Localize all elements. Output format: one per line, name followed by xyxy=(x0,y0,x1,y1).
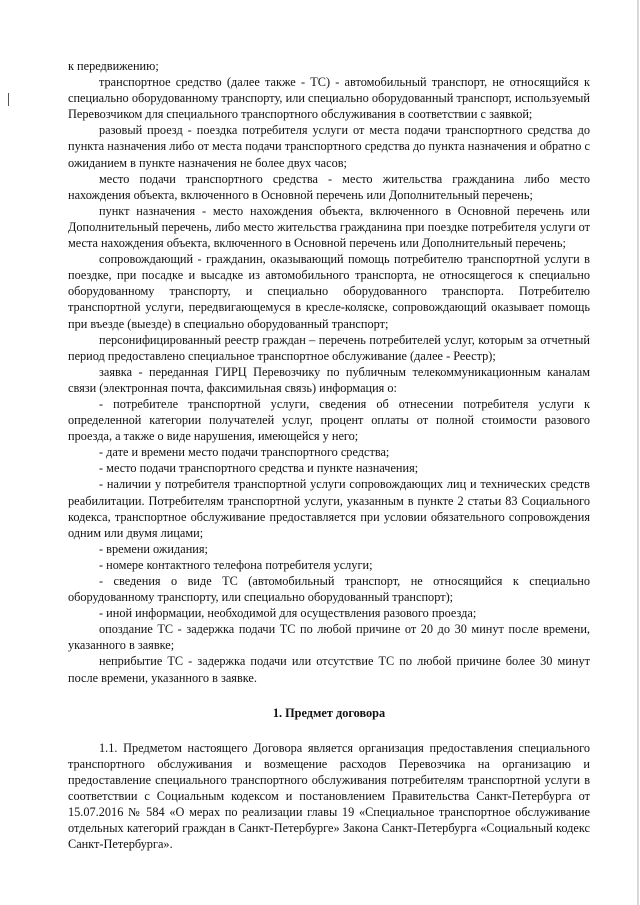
scan-margin-mark xyxy=(8,93,9,106)
request-item-companions: - наличии у потребителя транспортной услуги сопровождающих лиц и технических средств реабилитации. Потребителям транспортной услуги, указанным в пункте 2 статьи 83 Социального кодекса, транспортное обслуживание предоставляется при условии обязательного сопровождения одним или двумя лицами; xyxy=(68,477,590,540)
clause-1-1: 1.1. Предметом настоящего Договора является организация предоставления специального транспортного обслуживания и возмещение расходов Перевозчика на организацию и предоставление специального транспортного обслуживания потребителям транспортной услуги в соответствии с Социальным кодексом и постановлением Правительства Санкт-Петербурга от 15.07.2016 № 584 «О мерах по реализации главы 19 «Специальное транспортное обслуживание отдельных категорий граждан в Санкт-Петербурге» Закона Санкт-Петербурга «Социальный кодекс Санкт-Петербурга». xyxy=(68,740,590,852)
request-item-datetime: - дате и времени место подачи транспортного средства; xyxy=(99,445,390,460)
scan-edge-shadow xyxy=(637,0,639,905)
definition-single-trip: разовый проезд - поездка потребителя услуги от места подачи транспортного средства до пункта назначения либо от места подачи транспортного средства до пункта назначения и обратно с ожиданием в пункте назначения не более двух часов; xyxy=(68,123,590,170)
definition-delay: опоздание ТС - задержка подачи ТС по любой причине от 20 до 30 минут после времени, указанного в заявке; xyxy=(68,622,590,653)
request-item-waiting: - времени ожидания; xyxy=(99,541,208,556)
definition-companion: сопровождающий - гражданин, оказывающий помощь потребителю транспортной услуги в поездке, при посадке и высадке из автомобильного транспорта, не относящегося к специально оборудованному транспорту, и специально оборудованного транспорта. Потребителю транспортной услуги, передвигающемуся в кресле-коляске, сопровождающий оказывает помощь при въезде (выезде) в специально оборудованный транспорт; xyxy=(68,252,590,331)
definition-request: заявка - переданная ГИРЦ Перевозчику по публичным телекоммуникационным каналам связи (электронная почта, факсимильная связь) информация о: xyxy=(68,364,590,395)
definition-vehicle: транспортное средство (далее также - ТС) - автомобильный транспорт, не относящийся к специально оборудованному транспорту, или специально оборудованный транспорт, используемый Перевозчиком для специального транспортного обслуживания в соответствии с заявкой; xyxy=(68,75,590,122)
definition-no-show: неприбытие ТС - задержка подачи или отсутствие ТС по любой причине более 30 минут после времени, указанного в заявке. xyxy=(68,654,590,685)
request-item-vehicle-type: - сведения о виде ТС (автомобильный транспорт, не относящийся к специально оборудованному транспорту, или специально оборудованный транспорт); xyxy=(68,574,590,605)
request-item-place: - место подачи транспортного средства и пункте назначения; xyxy=(99,461,419,476)
document-page xyxy=(68,58,590,852)
definition-pickup-place: место подачи транспортного средства - место жительства гражданина либо место нахождения объекта, включенного в Основной перечень или Дополнительный перечень; xyxy=(68,171,590,202)
paragraph-continuation: к передвижению; xyxy=(68,59,159,73)
request-item-phone: - номере контактного телефона потребителя услуги; xyxy=(99,557,373,572)
section-heading: 1. Предмет договора xyxy=(272,705,386,720)
request-item-consumer: - потребителе транспортной услуги, сведения об отнесении потребителя услуги к определенной категории получателей услуг, процент оплаты от полной стоимости разового проезда, а также о виде нарушения, имеющейся у него; xyxy=(68,396,590,444)
request-item-other: - иной информации, необходимой для осуществления разового проезда; xyxy=(99,606,477,621)
definition-destination: пункт назначения - место нахождения объекта, включенного в Основной перечень или Дополнительный перечень, либо место жительства гражданина при поездке потребителя услуги от места нахождения объекта, включенного в Основной перечень или Дополнительный перечень; xyxy=(68,203,590,251)
definition-registry: персонифицированный реестр граждан – перечень потребителей услуг, которым за отчетный период предоставлено специальное транспортное обслуживание (далее - Реестр); xyxy=(68,332,590,363)
